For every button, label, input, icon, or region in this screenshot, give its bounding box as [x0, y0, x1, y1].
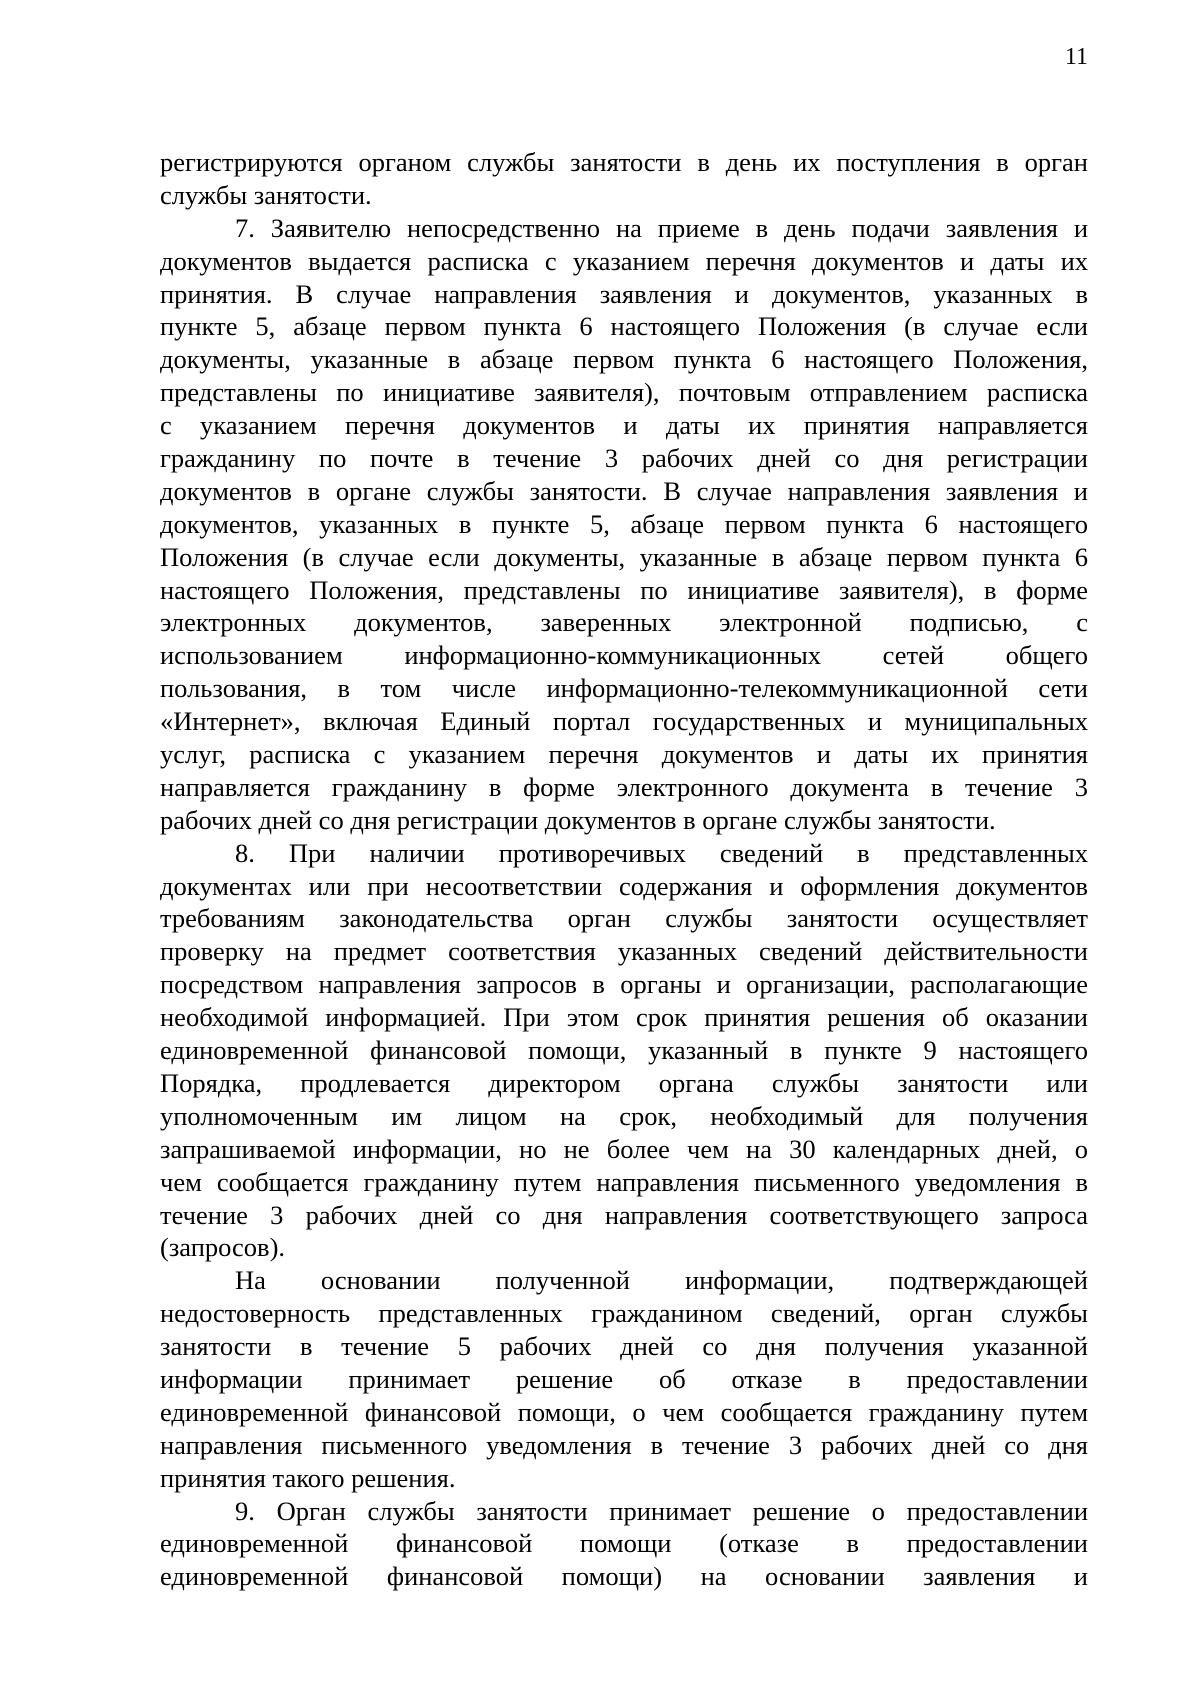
text-line: «Интернет», включая Единый портал государственных и муниципальных [160, 706, 1088, 737]
text-line: уполномоченным им лицом на срок, необходимый для получения [160, 1100, 1088, 1131]
text-line: регистрируются органом службы занятости в день их поступления в орган [160, 147, 1088, 177]
text-line: электронных документов, заверенных электронной подписью, с [160, 607, 1088, 638]
text-line: чем сообщается гражданину путем направления письменного уведомления в [160, 1166, 1088, 1197]
text-line: посредством направления запросов в органы и организации, располагающие [160, 969, 1088, 1000]
text-line: услуг, расписка с указанием перечня документов и даты их принятия [160, 739, 1088, 770]
text-line: 8. При наличии противоречивых сведений в представленных [235, 837, 1088, 868]
text-line: документов, указанных в пункте 5, абзаце первом пункта 6 настоящего [160, 508, 1088, 539]
text-line: документах или при несоответствии содержания и оформления документов [160, 870, 1088, 901]
text-line: занятости в течение 5 рабочих дней со дня получения указанной [160, 1331, 1088, 1362]
text-line: с указанием перечня документов и даты их принятия направляется [160, 410, 1088, 441]
text-line: использованием информационно-коммуникационных сетей общего [160, 640, 1088, 671]
text-line: единовременной финансовой помощи (отказе в предоставлении [160, 1528, 1088, 1559]
text-line: принятия такого решения. [160, 1462, 456, 1493]
text-line: На основании полученной информации, подтверждающей [235, 1265, 1088, 1296]
text-line: необходимой информацией. При этом срок принятия решения об оказании [160, 1002, 1088, 1033]
text-line: запрашиваемой информации, но не более чем на 30 календарных дней, о [160, 1133, 1088, 1164]
text-line: документов в органе службы занятости. В случае направления заявления и [160, 475, 1088, 506]
text-line: пользования, в том числе информационно-телекоммуникационной сети [160, 673, 1088, 704]
text-line: течение 3 рабочих дней со дня направления соответствующего запроса [160, 1199, 1088, 1230]
text-line: документов выдается расписка с указанием перечня документов и даты их [160, 245, 1088, 276]
text-line: (запросов). [160, 1232, 286, 1263]
body-text [160, 146, 1088, 1593]
text-line: службы занятости. [160, 179, 372, 210]
text-line: Положения (в случае если документы, указанные в абзаце первом пункта 6 [160, 541, 1088, 572]
text-line: направляется гражданину в форме электронного документа в течение 3 [160, 771, 1088, 802]
text-line: единовременной финансовой помощи) на основании заявления и [160, 1561, 1088, 1592]
text-line: настоящего Положения, представлены по инициативе заявителя), в форме [160, 574, 1088, 605]
text-line: направления письменного уведомления в течение 3 рабочих дней со дня [160, 1429, 1088, 1460]
text-line: единовременной финансовой помощи, указанный в пункте 9 настоящего [160, 1035, 1088, 1066]
text-line: рабочих дней со дня регистрации документов в органе службы занятости. [160, 804, 996, 835]
text-line: требованиям законодательства орган службы занятости осуществляет [160, 903, 1088, 934]
text-line: проверку на предмет соответствия указанных сведений действительности [160, 936, 1088, 967]
text-line: недостоверность представленных гражданином сведений, орган службы [160, 1298, 1088, 1329]
page-number: 11 [1064, 44, 1088, 70]
text-line: принятия. В случае направления заявления и документов, указанных в [160, 278, 1088, 309]
text-line: документы, указанные в абзаце первом пункта 6 настоящего Положения, [160, 344, 1088, 375]
text-line: представлены по инициативе заявителя), почтовым отправлением расписка [160, 377, 1088, 408]
text-line: единовременной финансовой помощи, о чем сообщается гражданину путем [160, 1396, 1088, 1427]
text-line: Порядка, продлевается директором органа службы занятости или [160, 1067, 1088, 1098]
text-line: информации принимает решение об отказе в предоставлении [160, 1363, 1088, 1394]
text-line: 9. Орган службы занятости принимает решение о предоставлении [235, 1495, 1088, 1526]
text-line: 7. Заявителю непосредственно на приеме в день подачи заявления и [235, 212, 1088, 243]
text-line: пункте 5, абзаце первом пункта 6 настоящего Положения (в случае если [160, 311, 1088, 342]
text-line: гражданину по почте в течение 3 рабочих дней со дня регистрации [160, 443, 1088, 474]
